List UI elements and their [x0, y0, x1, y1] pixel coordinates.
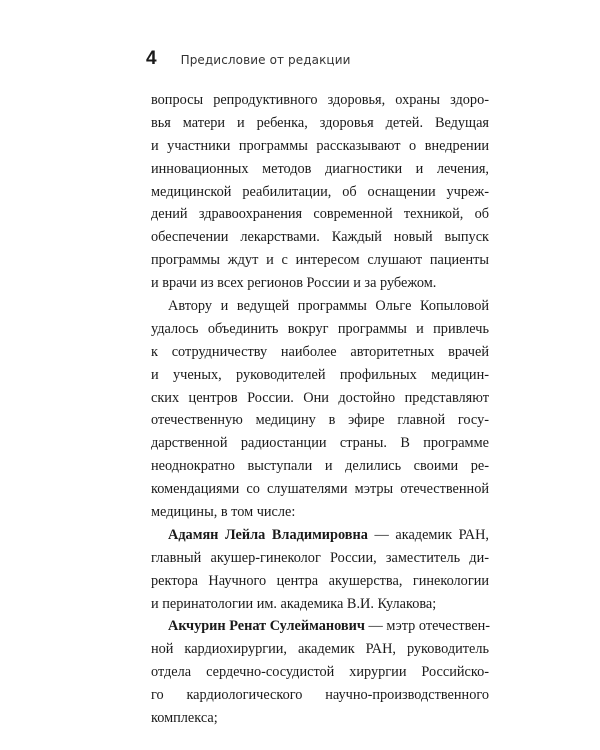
- text-line: Автору и ведущей программы Ольге Копыловой: [168, 298, 489, 315]
- paragraph: [151, 89, 489, 295]
- page-header: [146, 48, 351, 72]
- paragraph: [151, 295, 489, 524]
- text-line: неоднократно выступали и делились своими ре-: [151, 458, 489, 475]
- text-line: и участники программы рассказывают о внедрении: [151, 137, 489, 154]
- text-line: медицинской реабилитации, об оснащении учреж-: [151, 183, 489, 200]
- text-line: ских центров России. Они достойно представляют: [151, 389, 489, 406]
- running-head: Предисловие от редакции: [180, 53, 351, 67]
- text-line: инновационных методов диагностики и лечения,: [151, 160, 489, 177]
- page-number: 4: [146, 48, 157, 69]
- person-name: Акчурин Ренат Сулейманович: [168, 618, 365, 635]
- text-line: и врачи из всех регионов России и за рубежом.: [151, 275, 437, 292]
- text-line: и перинатологии им. академика В.И. Кулакова;: [151, 595, 437, 612]
- text-line: комендациями со слушателями мэтры отечественной: [151, 481, 489, 498]
- entry-text: — мэтр отечествен-: [364, 618, 490, 635]
- text-line: отечественную медицину в эфире главной госу-: [151, 412, 489, 429]
- text-line: ной кардиохирургии, академик РАН, руководитель: [151, 641, 489, 658]
- text-line: отдела сердечно-сосудистой хирургии Российско-: [151, 664, 489, 681]
- entry-first-line: [151, 524, 489, 547]
- text-line: вопросы репродуктивного здоровья, охраны здоро-: [151, 92, 489, 108]
- text-line: дений здравоохранения современной техникой, об: [151, 206, 489, 223]
- text-line: главный акушер-гинеколог России, заместитель ди-: [151, 549, 489, 566]
- text-line: медицины, в том числе:: [151, 504, 296, 521]
- text-line: ректора Научного центра акушерства, гинекологии: [151, 572, 489, 589]
- text-line: удалось объединить вокруг программы и привлечь: [151, 320, 489, 337]
- text-line: и ученых, руководителей профильных медицин-: [151, 366, 489, 383]
- text-line: дарственной радиостанции страны. В программе: [151, 435, 489, 452]
- text-line: го кардиологического научно-производственного: [151, 687, 489, 704]
- text-line: комплекса;: [151, 710, 218, 727]
- entry-first-line: [151, 615, 489, 638]
- entry-text: — академик РАН,: [367, 526, 489, 543]
- person-entry: [151, 524, 489, 616]
- text-line: к сотрудничеству наиболее авторитетных врачей: [151, 343, 489, 360]
- text-line: вья матери и ребенка, здоровья детей. Ведущая: [151, 114, 489, 131]
- text-line: обеспечении лекарствами. Каждый новый выпуск: [151, 229, 489, 246]
- body-text: [151, 89, 489, 730]
- person-entry: [151, 615, 489, 729]
- text-line: программы ждут и с интересом слушают пациенты: [151, 252, 489, 269]
- person-name: Адамян Лейла Владимировна: [168, 526, 368, 543]
